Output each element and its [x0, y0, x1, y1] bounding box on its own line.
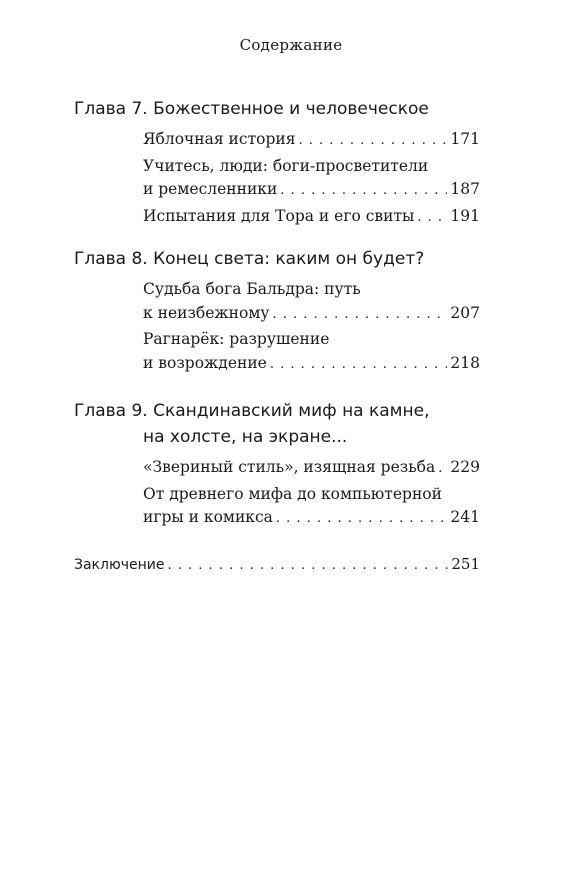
chapter-entries: [143, 456, 480, 531]
page-number: 251: [451, 555, 480, 573]
page-number: 171: [450, 130, 480, 148]
conclusion-label: Заключение: [74, 557, 165, 573]
toc-entry[interactable]: [143, 483, 480, 531]
toc-entry-line: [143, 205, 480, 230]
toc-entry[interactable]: [143, 205, 480, 230]
page-number: 187: [450, 180, 480, 198]
chapter-entries: [143, 128, 480, 229]
chapter-title-text: Глава 9. Скандинавский миф на камне,: [74, 401, 430, 421]
toc-entry-line: [143, 128, 480, 153]
toc-entry-line: [143, 352, 480, 377]
chapter-title-text: Глава 8. Конец света: каким он будет?: [74, 249, 425, 269]
dot-leader: [168, 554, 449, 577]
page-number: 218: [450, 353, 480, 372]
toc-entry-title-first-line: От древнего мифа до компьютерной: [143, 484, 442, 503]
dot-leader: [299, 129, 448, 153]
toc-entry-title-first-line: Судьба бога Бальдра: путь: [143, 280, 361, 298]
chapter-9: [74, 398, 484, 533]
toc-entry[interactable]: [143, 328, 480, 376]
chapter-title-continuation: на холсте, на экране...: [143, 427, 348, 447]
toc-entry-line: [143, 456, 480, 481]
page-number: 229: [450, 458, 480, 476]
dot-leader: [417, 206, 447, 230]
toc-entry-title: игры и комикса: [143, 508, 273, 526]
page-number: 191: [450, 206, 480, 225]
dot-leader: [276, 507, 447, 531]
toc-entry[interactable]: [143, 155, 480, 203]
dot-leader: [438, 457, 447, 481]
chapter-entries: [143, 278, 480, 376]
toc-entry-conclusion[interactable]: [74, 553, 480, 577]
toc-entry-title-first-line: Учитесь, люди: боги-просветители: [143, 156, 429, 175]
chapter-7: [74, 96, 484, 231]
toc-entry-line: [74, 553, 480, 577]
toc-entry-title: Испытания для Тора и его свиты: [143, 206, 415, 225]
chapter-title-text: Глава 7. Божественное и человеческое: [74, 99, 429, 119]
toc-entry-line: [143, 506, 480, 531]
page-number: 207: [450, 303, 480, 322]
page-title: Содержание: [239, 36, 343, 54]
page-number: 241: [450, 508, 480, 526]
dot-leader: [270, 353, 448, 377]
chapter-8: [74, 246, 484, 378]
chapter-title: [74, 246, 484, 272]
toc-entry[interactable]: [143, 456, 480, 481]
toc-entry-title: и возрождение: [143, 353, 267, 372]
toc-entry[interactable]: [143, 278, 480, 326]
toc-entry[interactable]: [143, 128, 480, 153]
chapter-title: [74, 96, 484, 122]
toc-entry-title: и ремесленники: [143, 180, 278, 198]
toc-entry-line: [143, 178, 480, 203]
toc-entry-line: [143, 302, 480, 327]
toc-entry-title: «Звериный стиль», изящная резьба: [143, 458, 436, 476]
chapter-title: [74, 398, 484, 450]
toc-entry-title: к неизбежному: [143, 303, 270, 322]
dot-leader: [280, 179, 447, 203]
dot-leader: [273, 303, 448, 327]
toc-entry-title: Яблочная история: [143, 130, 296, 148]
toc-entry-title-first-line: Рагнарёк: разрушение: [143, 330, 330, 348]
